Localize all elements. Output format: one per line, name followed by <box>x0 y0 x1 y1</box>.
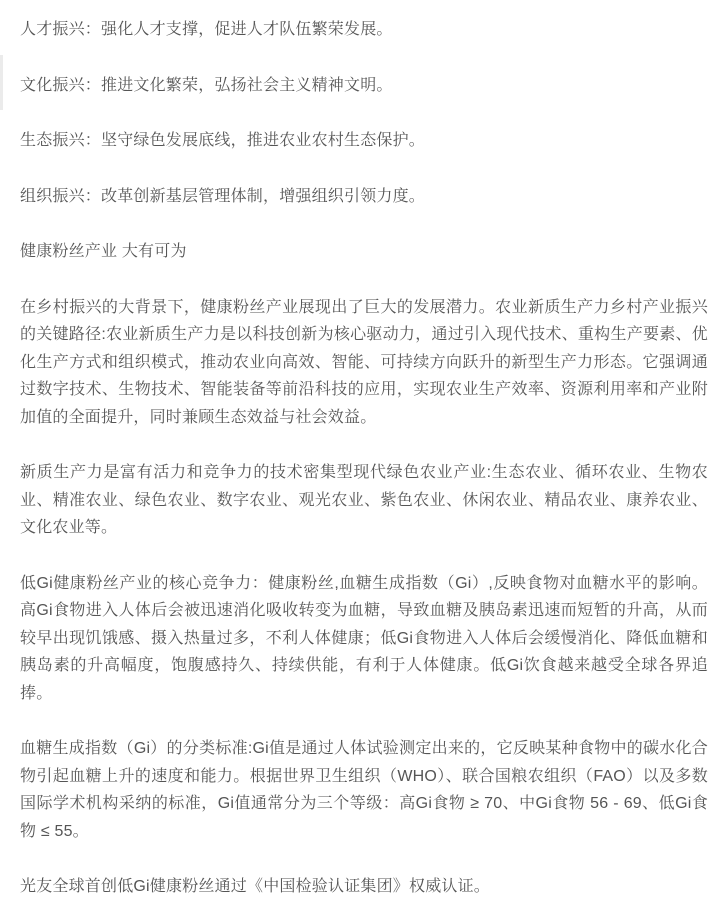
paragraph-new-productivity-types: 新质生产力是富有活力和竞争力的技术密集型现代绿色农业产业:生态农业、循环农业、生物农业、精准农业、绿色农业、数字农业、观光农业、紫色农业、休闲农业、精品农业、康养农业、文化农业等。 <box>20 464 708 536</box>
paragraph-culture-revitalization: 文化振兴：推进文化繁荣，弘扬社会主义精神文明。 <box>20 76 393 94</box>
paragraph-organization-revitalization: 组织振兴：改革创新基层管理体制，增强组织引领力度。 <box>20 187 426 205</box>
paragraph-industry-potential: 在乡村振兴的大背景下，健康粉丝产业展现出了巨大的发展潜力。农业新质生产力乡村产业振兴的关键路径:农业新质生产力是以科技创新为核心驱动力，通过引入现代技术、重构生产要素、优化生产方式和组织模式，推动农业向高效、智能、可持续方向跃升的新型生产力形态。它强调通过数字技术、生物技术、智能装备等前沿科技的应用，实现农业生产效率、资源利用率和产业附加值的全面提升，同时兼顾生态效益与社会效益。 <box>20 298 708 426</box>
paragraph-gi-classification-standard: 血糖生成指数（Gi）的分类标准:Gi值是通过人体试验测定出来的，它反映某种食物中的碳水化合物引起血糖上升的速度和能力。根据世界卫生组织（WHO）、联合国粮农组织（FAO）以及多数国际学术机构采纳的标准，Gi值通常分为三个等级：高Gi食物 ≥ 70、中Gi食物 56 - 69、低Gi食物 ≤ 55。 <box>20 740 708 840</box>
section-heading-healthy-vermicelli: 健康粉丝产业 大有可为 <box>20 243 187 260</box>
scrollbar-remnant <box>0 55 3 110</box>
paragraph-certification: 光友全球首创低Gi健康粉丝通过《中国检验认证集团》权威认证。 <box>20 878 491 895</box>
paragraph-low-gi-competitiveness: 低Gi健康粉丝产业的核心竞争力：健康粉丝,血糖生成指数（Gi）,反映食物对血糖水平的影响。高Gi食物进入人体后会被迅速消化吸收转变为血糖，导致血糖及胰岛素迅速而短暂的升高，从而较早出现饥饿感、摄入热量过多，不利人体健康；低Gi食物进入人体后会缓慢消化、降低血糖和胰岛素的升高幅度，饱腹感持久、持续供能，有利于人体健康。低Gi饮食越来越受全球各界追捧。 <box>20 574 708 702</box>
paragraph-ecology-revitalization: 生态振兴：坚守绿色发展底线，推进农业农村生态保护。 <box>20 132 426 149</box>
paragraph-talent-revitalization: 人才振兴：强化人才支撑，促进人才队伍繁荣发展。 <box>20 21 393 38</box>
